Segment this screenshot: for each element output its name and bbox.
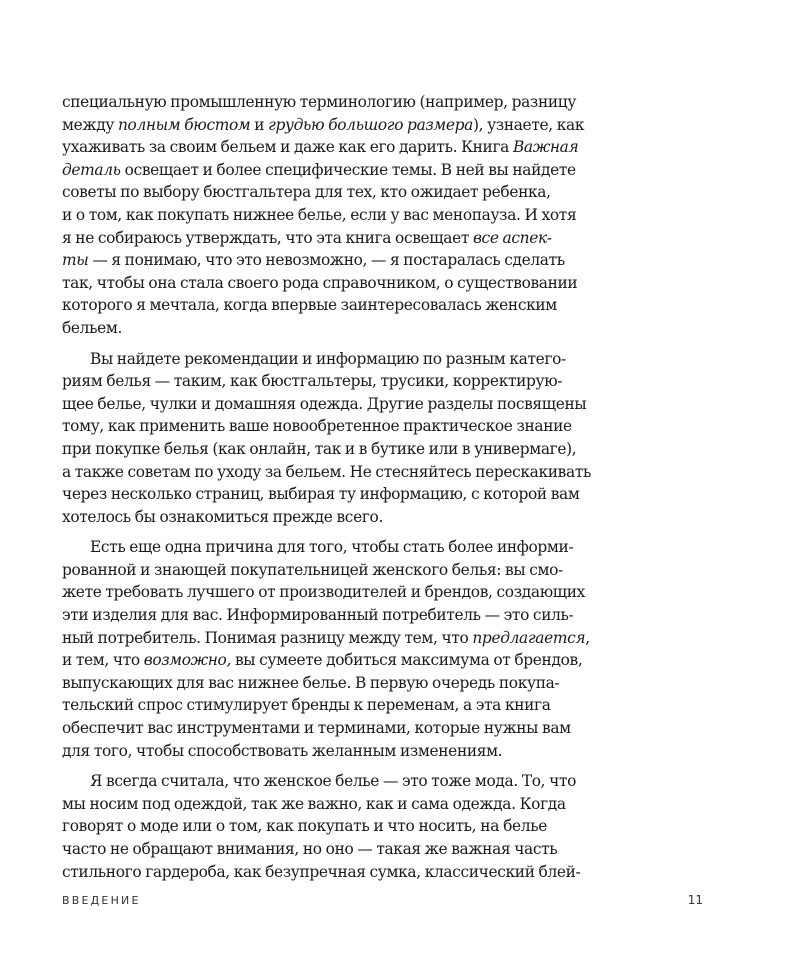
text-line: а также советам по уходу за бельем. Не стесняйтесь перескакивать bbox=[62, 462, 592, 481]
book-title: деталь bbox=[62, 160, 121, 179]
text-line: Вы найдете рекомендации и информацию по разным катего- bbox=[90, 349, 566, 368]
text-line: так, чтобы она стала своего рода справочником, о существовании bbox=[62, 273, 578, 292]
italic-term: ты bbox=[62, 251, 89, 270]
text-line: которого я мечтала, когда впервые заинтересовалась женским bbox=[62, 296, 557, 315]
text-line: хотелось бы ознакомиться прежде всего. bbox=[62, 507, 384, 526]
text-line: и о том, как покупать нижнее белье, если у вас менопауза. И хотя bbox=[62, 205, 577, 224]
text-line: я не собираюсь утверждать, что эта книга освещает все аспек- bbox=[62, 228, 552, 247]
text-line: советы по выбору бюстгальтера для тех, кто ожидает ребенка, bbox=[62, 183, 551, 202]
text-line: часто не обращают внимания, но оно — такая же важная часть bbox=[62, 840, 558, 858]
text-line: рованной и знающей покупательницей женского белья: вы смо- bbox=[62, 560, 563, 579]
text-line: при покупке белья (как онлайн, так и в бутике или в универмаге), bbox=[62, 439, 577, 458]
running-footer-section: ВВЕДЕНИЕ bbox=[62, 894, 141, 907]
paragraph-2 bbox=[62, 348, 592, 529]
text-line: и тем, что возможно, вы сумеете добиться максимума от брендов, bbox=[62, 651, 583, 670]
text-line: ухаживать за своим бельем и даже как его дарить. Книга Важная bbox=[62, 138, 579, 157]
italic-term: предлагается bbox=[472, 628, 586, 647]
text-line: говорят о моде или о том, как покупать и что носить, на белье bbox=[62, 817, 547, 836]
text-line: бельем. bbox=[62, 318, 123, 337]
text-line: через несколько страниц, выбирая ту информацию, с которой вам bbox=[62, 485, 580, 504]
text-line: мы носим под одеждой, так же важно, как и сама одежда. Когда bbox=[62, 794, 566, 813]
text-line: стильного гардероба, как безупречная сумка, классический блей- bbox=[62, 862, 581, 881]
book-title: Важная bbox=[512, 138, 579, 157]
paragraph-4 bbox=[62, 770, 581, 883]
italic-term: полным бюстом bbox=[117, 115, 251, 134]
paragraph-3 bbox=[62, 536, 590, 762]
text-line: Есть еще одна причина для того, чтобы стать более информи- bbox=[90, 538, 574, 557]
text-line: риям белья — таким, как бюстгальтеры, трусики, корректирую- bbox=[62, 372, 563, 391]
text-line: Я всегда считала, что женское белье — это тоже мода. То, что bbox=[90, 772, 577, 791]
text-line: щее белье, чулки и домашняя одежда. Другие разделы посвящены bbox=[62, 394, 587, 413]
text-line: ный потребитель. Понимая разницу между тем, что предлагается, bbox=[62, 628, 590, 647]
text-line: жете требовать лучшего от производителей и брендов, создающих bbox=[62, 583, 585, 602]
page-number: 11 bbox=[687, 893, 703, 907]
text-line: обеспечит вас инструментами и терминами, которые нужны вам bbox=[62, 719, 571, 738]
text-line: ты — я понимаю, что это невозможно, — я постаралась сделать bbox=[62, 251, 565, 270]
text-line: деталь освещает и более специфические темы. В ней вы найдете bbox=[62, 160, 576, 179]
body-text bbox=[62, 91, 592, 883]
italic-term: все аспек- bbox=[472, 228, 552, 247]
text-line: специальную промышленную терминологию (например, разницу bbox=[62, 93, 577, 111]
italic-term: грудью большого размера bbox=[268, 115, 473, 134]
text-line: эти изделия для вас. Информированный потребитель — это силь- bbox=[62, 606, 574, 625]
text-line: выпускающих для вас нижнее белье. В первую очередь покупа- bbox=[62, 673, 560, 692]
italic-term: возможно, bbox=[143, 651, 232, 670]
text-line: между полным бюстом и грудью большого размера), узнаете, как bbox=[62, 115, 585, 134]
text-line: тельский спрос стимулирует бренды к переменам, а эта книга bbox=[62, 696, 551, 715]
text-line: тому, как применить ваше новообретенное практическое знание bbox=[62, 417, 572, 436]
text-line: для того, чтобы способствовать желанным изменениям. bbox=[62, 741, 503, 760]
paragraph-1 bbox=[62, 91, 585, 340]
